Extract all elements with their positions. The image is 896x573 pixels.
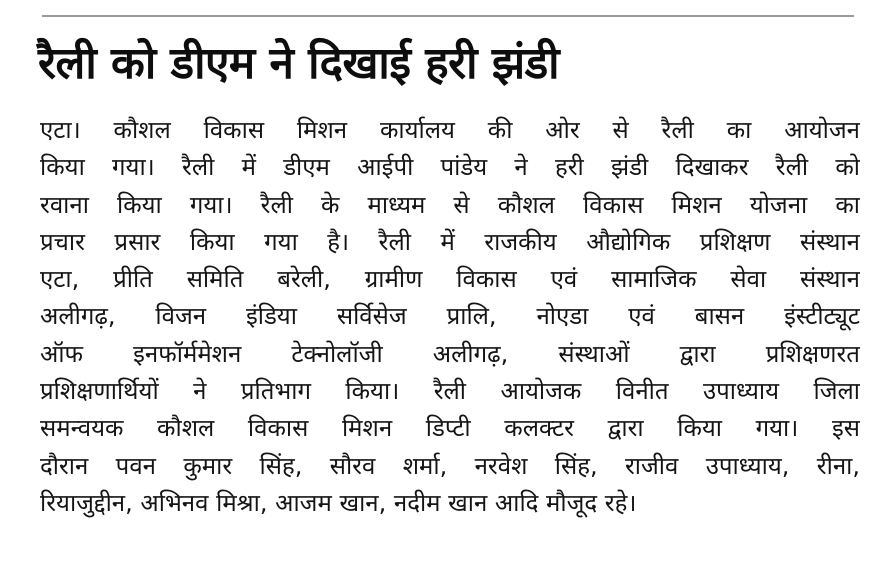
top-divider-rule — [42, 15, 854, 17]
article-line: प्रशिक्षणार्थियों ने प्रतिभाग किया। रैली आयोजक विनीत उपाध्याय जिला — [40, 377, 860, 406]
article-body — [40, 112, 860, 522]
article-line: प्रचार प्रसार किया गया है। रैली में राजकीय औद्योगिक प्रशिक्षण संस्थान — [40, 227, 860, 256]
headline: रैली को डीएम ने दिखाई हरी झंडी — [38, 38, 560, 89]
article-line: किया गया। रैली में डीएम आईपी पांडेय ने हरी झंडी दिखाकर रैली को — [40, 153, 860, 182]
article-line: रियाजुद्दीन, अभिनव मिश्रा, आजम खान, नदीम खान आदि मौजूद रहे। — [40, 488, 637, 517]
article-line: अलीगढ़, विजन इंडिया सर्विसेज प्रालि, नोएडा एवं बासन इंस्टीट्यूट — [40, 302, 860, 331]
article-line: रवाना किया गया। रैली के माध्यम से कौशल विकास मिशन योजना का — [40, 190, 860, 219]
article-line: ऑफ इनफॉर्ममेशन टेक्नोलॉजी अलीगढ़, संस्थाओं द्वारा प्रशिक्षणरत — [40, 339, 860, 368]
article-line: एटा। कौशल विकास मिशन कार्यालय की ओर से रैली का आयोजन — [40, 116, 860, 144]
article-line: समन्वयक कौशल विकास मिशन डिप्टी कलक्टर द्वारा किया गया। इस — [40, 414, 860, 443]
article-line: एटा, प्रीति समिति बरेली, ग्रामीण विकास एवं सामाजिक सेवा संस्थान — [40, 265, 860, 294]
article-line: दौरान पवन कुमार सिंह, सौरव शर्मा, नरवेश सिंह, राजीव उपाध्याय, रीना, — [40, 451, 860, 480]
